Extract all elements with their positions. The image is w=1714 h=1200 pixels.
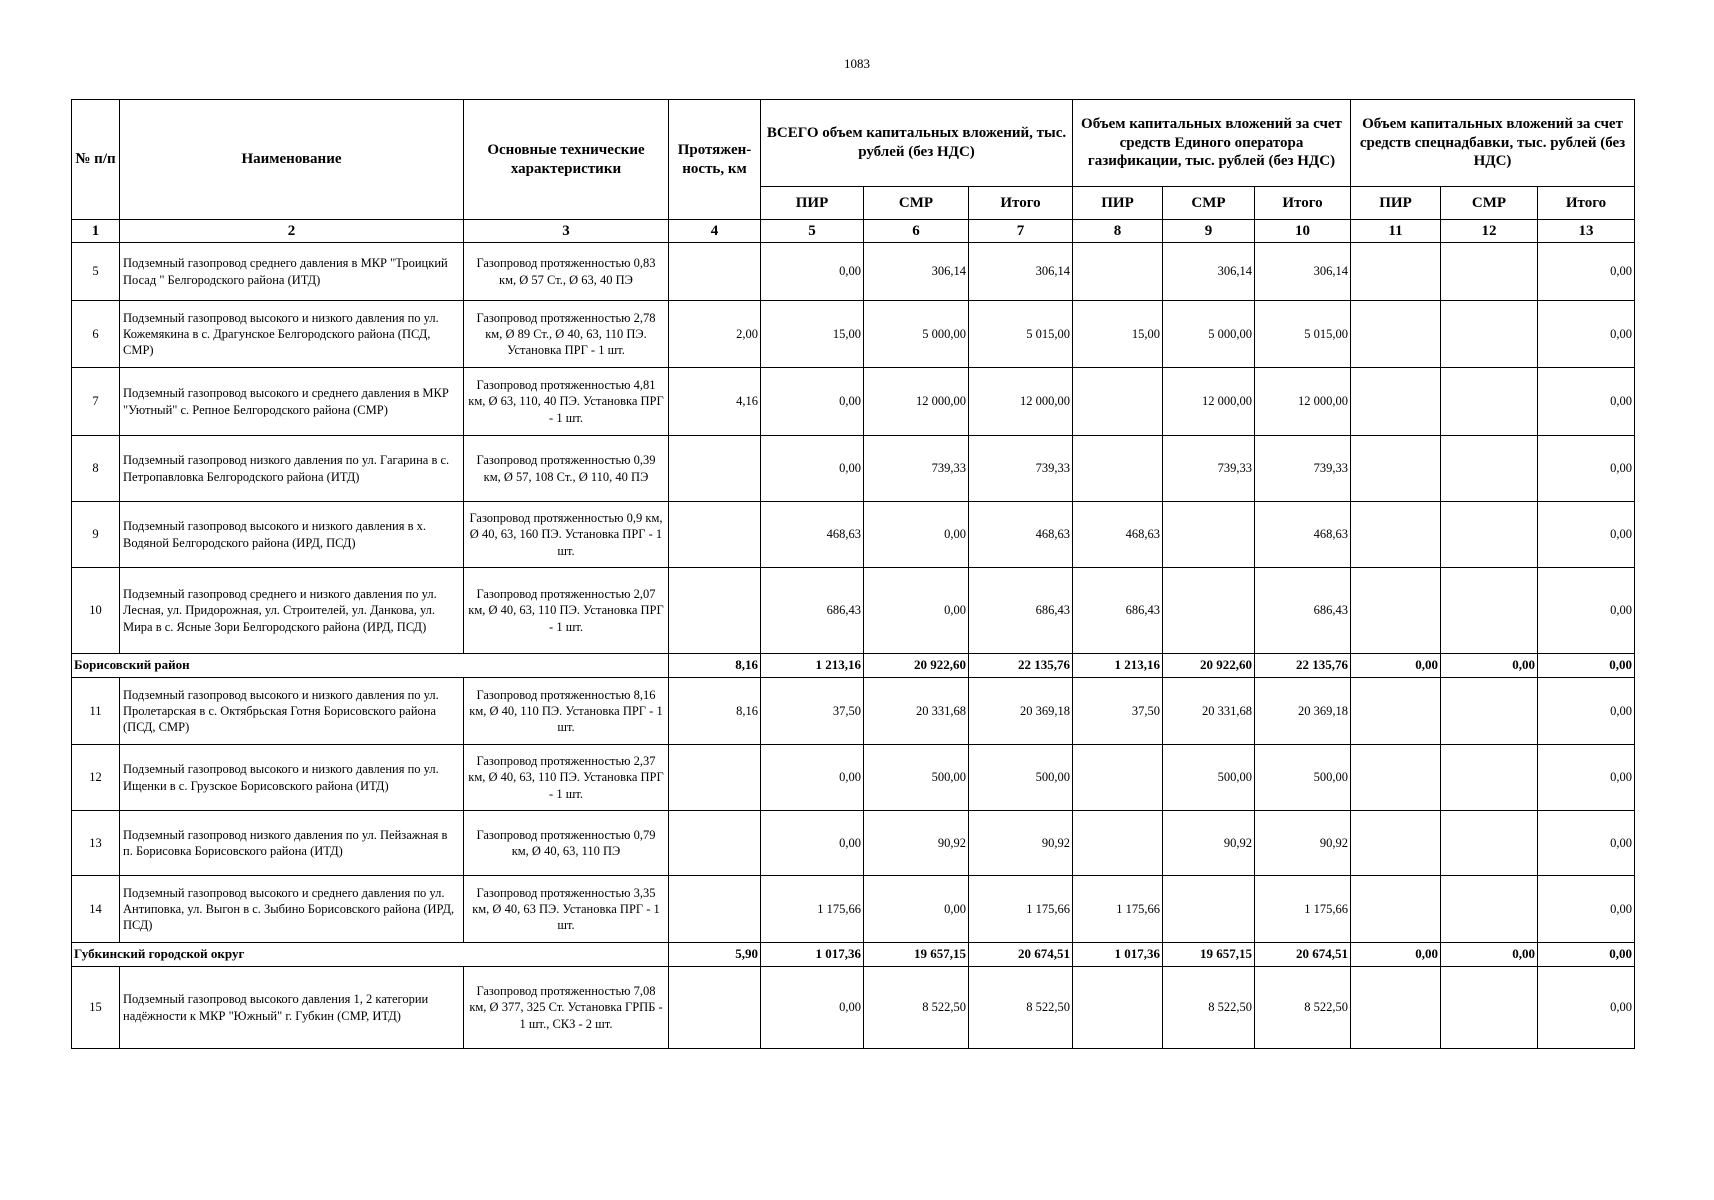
table-row xyxy=(72,811,1635,876)
row-number-cell: 5 xyxy=(72,243,120,301)
special-itogo-cell: 0,00 xyxy=(1538,368,1635,436)
header-operator-group: Объем капитальных вложений за счет средств Единого оператора газификации, тыс. рублей (без НДС) xyxy=(1073,100,1351,187)
operator-itogo-cell: 5 015,00 xyxy=(1255,301,1351,368)
column-number: 4 xyxy=(669,220,761,243)
name-cell: Подземный газопровод высокого и среднего давления в МКР "Уютный" с. Репное Белгородского района (СМР) xyxy=(120,368,464,436)
header-itogo: Итого xyxy=(969,187,1073,220)
row-number-cell: 14 xyxy=(72,876,120,943)
table-row xyxy=(72,678,1635,745)
special-pir-cell xyxy=(1351,568,1441,654)
header-smr: СМР xyxy=(1163,187,1255,220)
special-smr-cell xyxy=(1441,967,1538,1049)
total-smr-cell: 90,92 xyxy=(864,811,969,876)
name-cell: Подземный газопровод среднего давления в МКР "Троицкий Посад " Белгородского района (ИТД) xyxy=(120,243,464,301)
operator-itogo-cell: 468,63 xyxy=(1255,502,1351,568)
column-number: 12 xyxy=(1441,220,1538,243)
tech-cell: Газопровод протяженностью 0,79 км, Ø 40, 63, 110 ПЭ xyxy=(464,811,669,876)
column-number: 10 xyxy=(1255,220,1351,243)
special-smr-cell xyxy=(1441,436,1538,502)
special-smr-cell: 0,00 xyxy=(1441,943,1538,967)
special-smr-cell xyxy=(1441,502,1538,568)
total-itogo-cell: 500,00 xyxy=(969,745,1073,811)
total-itogo-cell: 1 175,66 xyxy=(969,876,1073,943)
operator-pir-cell xyxy=(1073,967,1163,1049)
special-smr-cell xyxy=(1441,243,1538,301)
special-itogo-cell: 0,00 xyxy=(1538,943,1635,967)
length-cell xyxy=(669,436,761,502)
operator-smr-cell: 19 657,15 xyxy=(1163,943,1255,967)
section-total-row xyxy=(72,654,1635,678)
length-cell: 5,90 xyxy=(669,943,761,967)
operator-itogo-cell: 306,14 xyxy=(1255,243,1351,301)
column-number: 1 xyxy=(72,220,120,243)
total-itogo-cell: 5 015,00 xyxy=(969,301,1073,368)
operator-itogo-cell: 739,33 xyxy=(1255,436,1351,502)
row-number-cell: 6 xyxy=(72,301,120,368)
operator-itogo-cell: 12 000,00 xyxy=(1255,368,1351,436)
total-smr-cell: 5 000,00 xyxy=(864,301,969,368)
table-row xyxy=(72,745,1635,811)
special-pir-cell xyxy=(1351,436,1441,502)
header-pir: ПИР xyxy=(761,187,864,220)
operator-pir-cell: 468,63 xyxy=(1073,502,1163,568)
total-pir-cell: 15,00 xyxy=(761,301,864,368)
total-smr-cell: 19 657,15 xyxy=(864,943,969,967)
name-cell: Подземный газопровод высокого и низкого давления по ул. Кожемякина в с. Драгунское Белгородского района (ПСД, СМР) xyxy=(120,301,464,368)
table-row xyxy=(72,243,1635,301)
operator-smr-cell: 20 331,68 xyxy=(1163,678,1255,745)
header-pir: ПИР xyxy=(1351,187,1441,220)
row-number-cell: 15 xyxy=(72,967,120,1049)
operator-pir-cell: 15,00 xyxy=(1073,301,1163,368)
table-body xyxy=(72,243,1635,1049)
column-number: 3 xyxy=(464,220,669,243)
total-itogo-cell: 90,92 xyxy=(969,811,1073,876)
special-pir-cell xyxy=(1351,967,1441,1049)
name-cell: Подземный газопровод высокого давления 1, 2 категории надёжности к МКР "Южный" г. Губкин (СМР, ИТД) xyxy=(120,967,464,1049)
header-tech: Основные технические характеристики xyxy=(464,100,669,220)
row-number-cell: 12 xyxy=(72,745,120,811)
table-row xyxy=(72,436,1635,502)
special-itogo-cell: 0,00 xyxy=(1538,678,1635,745)
total-pir-cell: 0,00 xyxy=(761,967,864,1049)
special-smr-cell xyxy=(1441,301,1538,368)
total-pir-cell: 468,63 xyxy=(761,502,864,568)
total-itogo-cell: 22 135,76 xyxy=(969,654,1073,678)
operator-smr-cell: 12 000,00 xyxy=(1163,368,1255,436)
section-label: Губкинский городской округ xyxy=(72,943,669,967)
length-cell: 8,16 xyxy=(669,654,761,678)
total-pir-cell: 0,00 xyxy=(761,243,864,301)
table-header xyxy=(72,100,1635,243)
header-smr: СМР xyxy=(1441,187,1538,220)
tech-cell: Газопровод протяженностью 4,81 км, Ø 63, 110, 40 ПЭ. Установка ПРГ - 1 шт. xyxy=(464,368,669,436)
total-pir-cell: 0,00 xyxy=(761,811,864,876)
table-row xyxy=(72,502,1635,568)
length-cell xyxy=(669,745,761,811)
section-label: Борисовский район xyxy=(72,654,669,678)
tech-cell: Газопровод протяженностью 8,16 км, Ø 40, 110 ПЭ. Установка ПРГ - 1 шт. xyxy=(464,678,669,745)
operator-pir-cell: 686,43 xyxy=(1073,568,1163,654)
operator-pir-cell xyxy=(1073,368,1163,436)
operator-pir-cell: 37,50 xyxy=(1073,678,1163,745)
header-itogo: Итого xyxy=(1538,187,1635,220)
special-itogo-cell: 0,00 xyxy=(1538,436,1635,502)
column-number: 13 xyxy=(1538,220,1635,243)
special-pir-cell xyxy=(1351,243,1441,301)
length-cell: 4,16 xyxy=(669,368,761,436)
total-smr-cell: 500,00 xyxy=(864,745,969,811)
operator-pir-cell: 1 017,36 xyxy=(1073,943,1163,967)
investment-table xyxy=(71,99,1635,1049)
row-number-cell: 10 xyxy=(72,568,120,654)
header-smr: СМР xyxy=(864,187,969,220)
header-special-group: Объем капитальных вложений за счет средств спецнадбавки, тыс. рублей (без НДС) xyxy=(1351,100,1635,187)
table-row xyxy=(72,876,1635,943)
total-smr-cell: 0,00 xyxy=(864,568,969,654)
operator-pir-cell xyxy=(1073,243,1163,301)
header-num: № п/п xyxy=(72,100,120,220)
name-cell: Подземный газопровод низкого давления по ул. Пейзажная в п. Борисовка Борисовского района (ИТД) xyxy=(120,811,464,876)
name-cell: Подземный газопровод высокого и низкого давления по ул. Ищенки в с. Грузское Борисовского района (ИТД) xyxy=(120,745,464,811)
row-number-cell: 13 xyxy=(72,811,120,876)
operator-smr-cell: 20 922,60 xyxy=(1163,654,1255,678)
row-number-cell: 11 xyxy=(72,678,120,745)
length-cell xyxy=(669,568,761,654)
special-itogo-cell: 0,00 xyxy=(1538,745,1635,811)
table-row xyxy=(72,301,1635,368)
total-smr-cell: 20 331,68 xyxy=(864,678,969,745)
total-pir-cell: 0,00 xyxy=(761,436,864,502)
total-pir-cell: 0,00 xyxy=(761,745,864,811)
column-number: 7 xyxy=(969,220,1073,243)
table-row xyxy=(72,568,1635,654)
special-smr-cell xyxy=(1441,745,1538,811)
length-cell: 8,16 xyxy=(669,678,761,745)
special-itogo-cell: 0,00 xyxy=(1538,568,1635,654)
special-smr-cell xyxy=(1441,876,1538,943)
total-pir-cell: 1 017,36 xyxy=(761,943,864,967)
special-itogo-cell: 0,00 xyxy=(1538,654,1635,678)
special-pir-cell: 0,00 xyxy=(1351,654,1441,678)
total-smr-cell: 20 922,60 xyxy=(864,654,969,678)
tech-cell: Газопровод протяженностью 3,35 км, Ø 40, 63 ПЭ. Установка ПРГ - 1 шт. xyxy=(464,876,669,943)
name-cell: Подземный газопровод низкого давления по ул. Гагарина в с. Петропавловка Белгородского района (ИТД) xyxy=(120,436,464,502)
special-smr-cell: 0,00 xyxy=(1441,654,1538,678)
total-itogo-cell: 739,33 xyxy=(969,436,1073,502)
header-itogo: Итого xyxy=(1255,187,1351,220)
operator-pir-cell xyxy=(1073,745,1163,811)
tech-cell: Газопровод протяженностью 7,08 км, Ø 377, 325 Ст. Установка ГРПБ - 1 шт., СКЗ - 2 шт. xyxy=(464,967,669,1049)
row-number-cell: 7 xyxy=(72,368,120,436)
operator-smr-cell: 90,92 xyxy=(1163,811,1255,876)
tech-cell: Газопровод протяженностью 0,39 км, Ø 57, 108 Ст., Ø 110, 40 ПЭ xyxy=(464,436,669,502)
total-itogo-cell: 20 369,18 xyxy=(969,678,1073,745)
operator-smr-cell xyxy=(1163,568,1255,654)
column-number: 5 xyxy=(761,220,864,243)
length-cell xyxy=(669,967,761,1049)
operator-itogo-cell: 500,00 xyxy=(1255,745,1351,811)
total-pir-cell: 1 213,16 xyxy=(761,654,864,678)
total-smr-cell: 0,00 xyxy=(864,502,969,568)
operator-itogo-cell: 20 369,18 xyxy=(1255,678,1351,745)
total-pir-cell: 1 175,66 xyxy=(761,876,864,943)
special-smr-cell xyxy=(1441,568,1538,654)
operator-itogo-cell: 8 522,50 xyxy=(1255,967,1351,1049)
total-smr-cell: 12 000,00 xyxy=(864,368,969,436)
column-number: 11 xyxy=(1351,220,1441,243)
operator-itogo-cell: 90,92 xyxy=(1255,811,1351,876)
special-pir-cell: 0,00 xyxy=(1351,943,1441,967)
total-smr-cell: 8 522,50 xyxy=(864,967,969,1049)
section-total-row xyxy=(72,943,1635,967)
name-cell: Подземный газопровод высокого и низкого давления по ул. Пролетарская в с. Октябрьская Готня Борисовского района (ПСД, СМР) xyxy=(120,678,464,745)
header-name: Наименование xyxy=(120,100,464,220)
operator-pir-cell: 1 175,66 xyxy=(1073,876,1163,943)
total-itogo-cell: 20 674,51 xyxy=(969,943,1073,967)
special-itogo-cell: 0,00 xyxy=(1538,301,1635,368)
total-itogo-cell: 468,63 xyxy=(969,502,1073,568)
operator-smr-cell: 500,00 xyxy=(1163,745,1255,811)
operator-smr-cell: 5 000,00 xyxy=(1163,301,1255,368)
operator-smr-cell xyxy=(1163,876,1255,943)
name-cell: Подземный газопровод высокого и среднего давления по ул. Антиповка, ул. Выгон в с. Зыбино Борисовского района (ИРД, ПСД) xyxy=(120,876,464,943)
length-cell xyxy=(669,243,761,301)
special-itogo-cell: 0,00 xyxy=(1538,243,1635,301)
tech-cell: Газопровод протяженностью 2,37 км, Ø 40, 63, 110 ПЭ. Установка ПРГ - 1 шт. xyxy=(464,745,669,811)
tech-cell: Газопровод протяженностью 2,07 км, Ø 40, 63, 110 ПЭ. Установка ПРГ - 1 шт. xyxy=(464,568,669,654)
total-itogo-cell: 686,43 xyxy=(969,568,1073,654)
header-length: Протяжен-ность, км xyxy=(669,100,761,220)
name-cell: Подземный газопровод высокого и низкого давления в х. Водяной Белгородского района (ИРД, ПСД) xyxy=(120,502,464,568)
total-pir-cell: 0,00 xyxy=(761,368,864,436)
special-itogo-cell: 0,00 xyxy=(1538,967,1635,1049)
row-number-cell: 9 xyxy=(72,502,120,568)
total-itogo-cell: 12 000,00 xyxy=(969,368,1073,436)
operator-itogo-cell: 1 175,66 xyxy=(1255,876,1351,943)
total-smr-cell: 739,33 xyxy=(864,436,969,502)
length-cell xyxy=(669,811,761,876)
total-pir-cell: 37,50 xyxy=(761,678,864,745)
column-number: 2 xyxy=(120,220,464,243)
total-pir-cell: 686,43 xyxy=(761,568,864,654)
table-row xyxy=(72,368,1635,436)
length-cell: 2,00 xyxy=(669,301,761,368)
total-smr-cell: 0,00 xyxy=(864,876,969,943)
row-number-cell: 8 xyxy=(72,436,120,502)
operator-itogo-cell: 20 674,51 xyxy=(1255,943,1351,967)
operator-smr-cell: 306,14 xyxy=(1163,243,1255,301)
table-row xyxy=(72,967,1635,1049)
tech-cell: Газопровод протяженностью 2,78 км, Ø 89 Ст., Ø 40, 63, 110 ПЭ. Установка ПРГ - 1 шт. xyxy=(464,301,669,368)
special-itogo-cell: 0,00 xyxy=(1538,502,1635,568)
special-pir-cell xyxy=(1351,811,1441,876)
total-itogo-cell: 8 522,50 xyxy=(969,967,1073,1049)
special-pir-cell xyxy=(1351,502,1441,568)
operator-pir-cell: 1 213,16 xyxy=(1073,654,1163,678)
operator-smr-cell xyxy=(1163,502,1255,568)
special-pir-cell xyxy=(1351,745,1441,811)
special-pir-cell xyxy=(1351,678,1441,745)
special-pir-cell xyxy=(1351,876,1441,943)
name-cell: Подземный газопровод среднего и низкого давления по ул. Лесная, ул. Придорожная, ул. Строителей, ул. Данкова, ул. Мира в с. Ясные Зори Белгородского района (ИРД, ПСД) xyxy=(120,568,464,654)
tech-cell: Газопровод протяженностью 0,83 км, Ø 57 Ст., Ø 63, 40 ПЭ xyxy=(464,243,669,301)
operator-pir-cell xyxy=(1073,811,1163,876)
special-itogo-cell: 0,00 xyxy=(1538,811,1635,876)
header-total-group: ВСЕГО объем капитальных вложений, тыс. рублей (без НДС) xyxy=(761,100,1073,187)
special-smr-cell xyxy=(1441,368,1538,436)
special-pir-cell xyxy=(1351,368,1441,436)
length-cell xyxy=(669,876,761,943)
tech-cell: Газопровод протяженностью 0,9 км, Ø 40, 63, 160 ПЭ. Установка ПРГ - 1 шт. xyxy=(464,502,669,568)
column-numbers-row xyxy=(72,220,1635,243)
operator-itogo-cell: 686,43 xyxy=(1255,568,1351,654)
total-smr-cell: 306,14 xyxy=(864,243,969,301)
operator-itogo-cell: 22 135,76 xyxy=(1255,654,1351,678)
operator-smr-cell: 8 522,50 xyxy=(1163,967,1255,1049)
page-number: 1083 xyxy=(844,56,870,71)
special-smr-cell xyxy=(1441,811,1538,876)
operator-smr-cell: 739,33 xyxy=(1163,436,1255,502)
special-pir-cell xyxy=(1351,301,1441,368)
operator-pir-cell xyxy=(1073,436,1163,502)
special-smr-cell xyxy=(1441,678,1538,745)
column-number: 9 xyxy=(1163,220,1255,243)
column-number: 8 xyxy=(1073,220,1163,243)
column-number: 6 xyxy=(864,220,969,243)
length-cell xyxy=(669,502,761,568)
total-itogo-cell: 306,14 xyxy=(969,243,1073,301)
header-pir: ПИР xyxy=(1073,187,1163,220)
special-itogo-cell: 0,00 xyxy=(1538,876,1635,943)
